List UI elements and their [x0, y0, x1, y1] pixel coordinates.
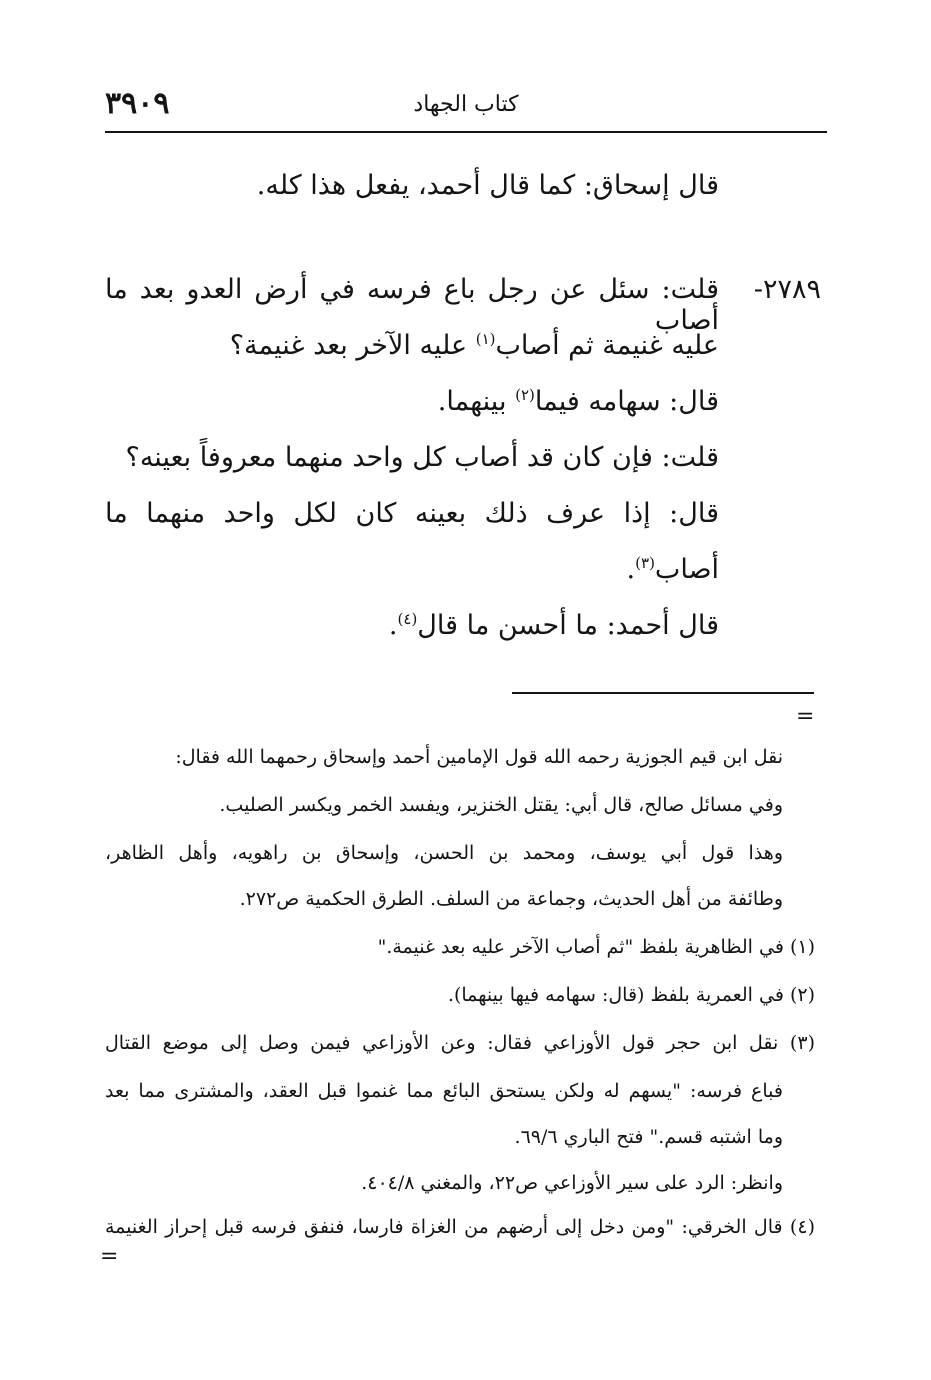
ahmad-line: [389, 610, 719, 641]
note-ref-4: (٤): [397, 610, 418, 628]
running-title: كتاب الجهاد: [413, 92, 519, 117]
page-number: ٣٩٠٩: [105, 86, 170, 121]
footnote-line-4: وطائفة من أهل الحديث، وجماعة من السلف. الطرق الحكمية ص٢٧٢.: [239, 888, 783, 910]
issue-line-2-part-b: عليه الآخر بعد غنيمة؟: [229, 330, 468, 361]
footnote-line-2: وفي مسائل صالح، قال أبي: يقتل الخنزير، ويفسد الخمر ويكسر الصليب.: [219, 794, 783, 816]
footnote-line-3: وهذا قول أبي يوسف، ومحمد بن الحسن، وإسحاق بن راهويه، وأهل الظاهر،: [105, 842, 783, 864]
question-line: قلت: فإن كان قد أصاب كل واحد منهما معروفاً بعينه؟: [125, 442, 719, 473]
answer-line-3-period: .: [626, 554, 636, 585]
header-rule: [105, 131, 827, 133]
footnote-3-line-1: (٣) نقل ابن حجر قول الأوزاعي فقال: وعن الأوزاعي فيمن وصل إلى موضع القتال: [105, 1032, 815, 1054]
footnote-2: (٢) في العمرية بلفظ (قال: سهامه فيها بينهما).: [447, 984, 815, 1006]
note-ref-3: (٣): [635, 554, 655, 572]
footnote-separator: [512, 692, 814, 694]
footnote-3-line-2: فباع فرسه: "يسهم له ولكن يستحق البائع مما غنموا قبل العقد، والمشترى مما بعد: [105, 1080, 783, 1102]
answer-line-1-part-a: قال: سهامه فيما: [534, 386, 719, 417]
answer-line-1: [438, 386, 719, 417]
page-header: [105, 86, 827, 126]
note-ref-2: (٢): [515, 386, 535, 404]
opening-line: قال إسحاق: كما قال أحمد، يفعل هذا كله.: [256, 170, 719, 201]
issue-line-2: [230, 330, 719, 361]
issue-line-1: قلت: سئل عن رجل باع فرسه في أرض العدو بعد ما أصاب: [105, 274, 719, 336]
footnote-line-1: نقل ابن قيم الجوزية رحمه الله قول الإمامين أحمد وإسحاق رحمهما الله فقال:: [175, 746, 783, 768]
answer-line-1-part-b: بينهما.: [437, 386, 507, 417]
footnote-3-line-3: وما اشتبه قسم." فتح الباري ٦٩/٦.: [514, 1126, 783, 1148]
footnote-3-line-4: وانظر: الرد على سير الأوزاعي ص٢٢، والمغني ٤٠٤/٨.: [361, 1172, 783, 1194]
note-ref-1: (١): [475, 330, 496, 348]
issue-line-2-part-a: عليه غنيمة ثم أصاب: [495, 330, 719, 361]
answer-line-2: قال: إذا عرف ذلك بعينه كان لكل واحد منهما ما: [105, 498, 719, 529]
footnote-1: (١) في الظاهرية بلفظ "ثم أصاب الآخر عليه بعد غنيمة.": [377, 936, 815, 958]
footnote-continuation-bottom: =: [100, 1244, 119, 1269]
answer-line-3: [627, 554, 719, 585]
answer-line-3-text: أصاب: [654, 554, 719, 585]
issue-number: ٢٧٨٩-: [753, 274, 821, 305]
ahmad-line-text: قال أحمد: ما أحسن ما قال: [417, 610, 719, 641]
footnote-continuation-top: =: [796, 704, 815, 729]
footnote-4-line-1: (٤) قال الخرقي: "ومن دخل إلى أرضهم من الغزاة فارسا، فنفق فرسه قبل إحراز الغنيمة: [105, 1216, 815, 1238]
ahmad-line-period: .: [388, 610, 398, 641]
